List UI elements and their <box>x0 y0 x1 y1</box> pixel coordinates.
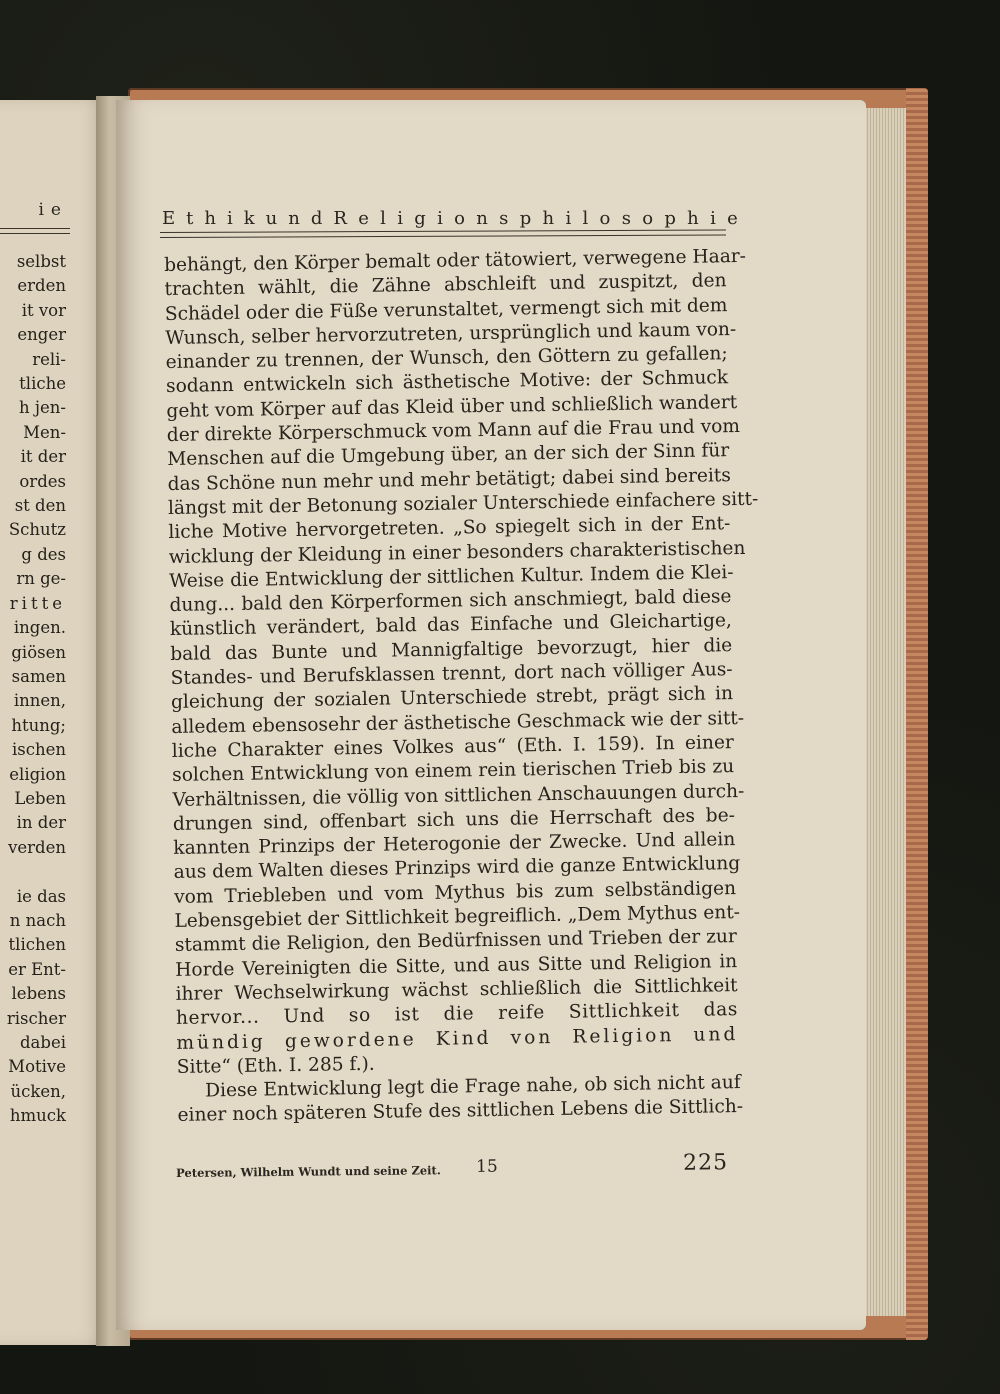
text-line: Standes- und Berufsklassen trennt, dort nach völliger Aus- <box>170 659 733 689</box>
text-line: ihrer Wechselwirkung wächst schließlich die Sittlichkeit <box>175 974 738 1005</box>
left-line: eligion <box>9 764 66 784</box>
left-line: Men- <box>23 422 66 442</box>
left-line: ritte <box>9 593 66 613</box>
printer-signature: Petersen, Wilhelm Wundt und seine Zeit. <box>176 1163 441 1180</box>
running-head-word: Religionsphilosophie <box>333 208 750 229</box>
text-line: aus dem Walten dieses Prinzips wird die ganze Entwicklung <box>173 853 741 884</box>
text-line: trachten wählt, die Zähne abschleift und zuspitzt, den <box>164 270 727 301</box>
left-line: ischen <box>11 740 66 760</box>
text-line: der direkte Körperschmuck vom Mann auf die Frau und vom <box>166 416 741 447</box>
left-head-rule <box>0 228 70 234</box>
text-line: Verhältnissen, die völlig von sittlichen Anschauungen durch- <box>172 780 745 811</box>
left-line: samen <box>11 666 66 686</box>
text-line: liche Motive hervorgetreten. „So spiegelt sich in der Ent- <box>168 513 731 544</box>
body-text <box>164 245 759 1128</box>
left-line-gap <box>7 860 66 884</box>
text-line: Lebensgebiet der Sittlichkeit begreiflich. „Dem Mythus ent- <box>174 902 741 932</box>
text-line: sodann entwickeln sich ästhetische Motive: der Schmuck <box>165 367 729 398</box>
left-line: rn ge- <box>16 569 66 589</box>
text-line: kannten Prinzips der Heterogonie der Zwecke. Und allein <box>173 829 736 860</box>
left-line: ordes <box>19 471 66 491</box>
left-line: verden <box>8 837 66 857</box>
left-line: selbst <box>16 252 66 271</box>
page-number: 225 <box>682 1150 729 1176</box>
signature-number: 15 <box>475 1156 498 1177</box>
left-line: reli- <box>32 349 66 369</box>
text-line: längst mit der Betonung sozialer Unterschiede einfachere sitt- <box>167 488 759 519</box>
text-line: stammt die Religion, den Bedürfnissen und Trieben der zur <box>174 926 737 957</box>
left-page <box>0 100 110 1345</box>
text-line: das Schöne nun mehr und mehr betätigt; dabei sind bereits <box>167 464 732 495</box>
left-line: it vor <box>21 300 66 320</box>
text-line: künstlich verändert, bald das Einfache und Gleichartige, <box>169 610 733 641</box>
left-page-text <box>7 250 66 1129</box>
left-line: in der <box>16 813 66 833</box>
left-line: Motive <box>8 1057 66 1077</box>
running-head-word: Ethik <box>162 208 266 229</box>
left-line: lebens <box>11 984 66 1004</box>
text-line: drungen sind, offenbart sich uns die Herrschaft des be- <box>172 804 736 835</box>
text-line: Diese Entwicklung legt die Frage nahe, ob sich nicht auf <box>204 1072 741 1102</box>
text-line: mündig gewordene Kind von Religion und <box>176 1023 739 1054</box>
text-line: behängt, den Körper bemalt oder tätowiert, verwegene Haar- <box>164 245 747 276</box>
text-line: Menschen auf die Umgebung über, an der sich der Sinn für <box>167 440 730 471</box>
text-line: bald das Bunte und Mannigfaltige bevorzugt, hier die <box>170 634 733 665</box>
text-line: liche Charakter eines Volkes aus“ (Eth. I. 159). In einer <box>171 732 734 762</box>
left-line: hmuck <box>9 1106 66 1126</box>
left-line: ingen. <box>13 618 66 638</box>
left-line: rischer <box>6 1008 66 1028</box>
text-line: hervor... Und so ist die reife Sittlichkeit das <box>175 999 739 1030</box>
left-line: erden <box>17 276 66 296</box>
text-line: gleichung der sozialen Unterschiede strebt, prägt sich in <box>170 683 734 714</box>
text-line: dung... bald den Körperformen sich anschmiegt, bald diese <box>169 586 732 617</box>
text-line: Schädel oder die Füße verunstaltet, vermengt sich mit dem <box>164 294 728 325</box>
text-line: Horde Vereinigten die Sitte, und aus Sitte und Religion in <box>175 950 738 981</box>
text-line: vom Triebleben und vom Mythus bis zum selbständigen <box>173 877 737 908</box>
text-line: Sitte“ (Eth. I. 285 f.). <box>176 1053 375 1078</box>
text-line: solchen Entwicklung von einem rein tierischen Trieb bis zu <box>172 756 735 787</box>
left-line: Leben <box>14 788 66 808</box>
text-line: Weise die Entwicklung der sittlichen Kultur. Indem die Klei- <box>168 561 734 592</box>
left-line: er Ent- <box>8 959 66 979</box>
left-line: innen, <box>13 691 66 711</box>
text-line: Wunsch, selber hervorzutreten, ursprünglich und kaum von- <box>165 318 737 349</box>
text-line: geht vom Körper auf das Kleid über und schließlich wandert <box>166 391 738 422</box>
text-line: einander zu trennen, der Wunsch, den Göttern zu gefallen; <box>165 343 728 374</box>
left-line: enger <box>17 325 66 345</box>
cover-edge <box>906 88 928 1340</box>
left-line: ie das <box>16 886 66 906</box>
page-stack <box>862 108 906 1316</box>
left-running-head: ie <box>38 200 68 220</box>
text-line: alledem ebensosehr der ästhetische Geschmack wie der sitt- <box>171 707 745 738</box>
text-line: einer noch späteren Stufe des sittlichen Lebens die Sittlich- <box>177 1096 744 1127</box>
left-line: ücken, <box>10 1081 66 1101</box>
text-line: wicklung der Kleidung in einer besonders charakteristischen <box>168 537 746 568</box>
left-line: h jen- <box>19 398 66 418</box>
left-line: n nach <box>9 910 66 930</box>
left-line: Schutz <box>8 520 66 540</box>
left-line: giösen <box>11 642 66 662</box>
left-line: htung; <box>11 715 66 735</box>
running-head <box>162 208 750 229</box>
left-line: dabei <box>19 1032 66 1052</box>
left-line: st den <box>14 496 66 516</box>
left-line: it der <box>20 447 66 467</box>
left-line: g des <box>21 544 66 564</box>
left-line: tlichen <box>8 935 66 955</box>
left-line: tliche <box>19 374 66 394</box>
running-head-word: und <box>265 208 334 229</box>
